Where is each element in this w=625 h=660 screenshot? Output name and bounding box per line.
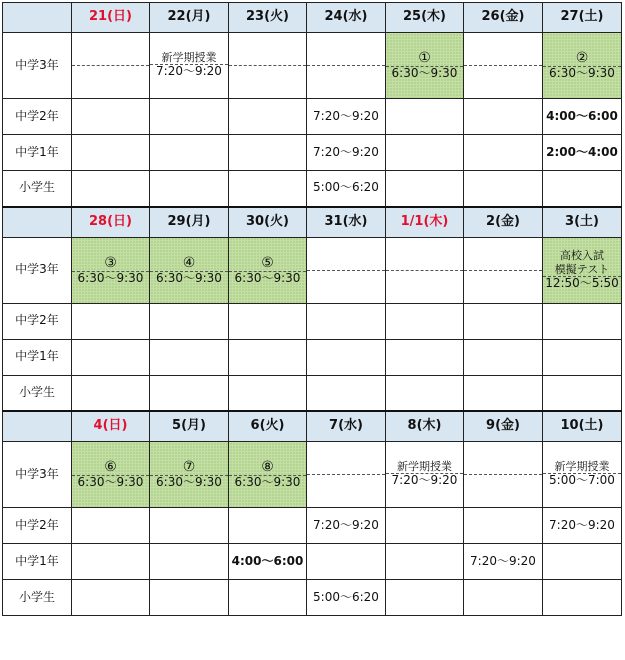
split-session-cell	[464, 237, 543, 303]
session-time-cell	[150, 339, 229, 375]
session-time-cell	[72, 508, 150, 544]
session-time-cell	[229, 171, 307, 207]
split-session-cell	[464, 442, 543, 508]
session-time-cell	[150, 375, 229, 411]
session-time-cell: 7:20～9:20	[307, 508, 386, 544]
session-time-cell	[229, 580, 307, 616]
schedule-table	[2, 2, 622, 616]
day-header: 7(水)	[307, 411, 386, 442]
session-time-cell: 5:00～6:20	[307, 580, 386, 616]
split-session-cell	[229, 442, 307, 508]
session-time: 7:20～9:20	[391, 473, 458, 488]
session-time-cell	[543, 544, 622, 580]
session-number: ①	[418, 50, 431, 67]
split-session-cell	[72, 33, 150, 99]
session-time: 6:30～9:30	[234, 475, 301, 490]
header-corner-cell	[3, 411, 72, 442]
split-session-cell	[72, 237, 150, 303]
split-session-cell	[150, 442, 229, 508]
session-time: 6:30～9:30	[391, 66, 458, 81]
grade-label: 中学3年	[3, 33, 72, 99]
session-number: ②	[575, 50, 589, 67]
session-time-cell	[307, 544, 386, 580]
session-time-cell	[464, 580, 543, 616]
week-header-row	[3, 3, 622, 33]
grade-label: 中学1年	[3, 339, 72, 375]
grade-label: 小学生	[3, 580, 72, 616]
session-time-cell	[72, 580, 150, 616]
day-header: 23(火)	[229, 3, 307, 33]
session-time-cell: 2:00～4:00	[543, 135, 622, 171]
week-header-row	[3, 207, 622, 238]
session-time-cell	[307, 339, 386, 375]
grade-row	[3, 171, 622, 207]
split-session-cell	[543, 237, 622, 303]
session-time-cell	[229, 135, 307, 171]
day-header: 10(土)	[543, 411, 622, 442]
session-time-cell	[543, 303, 622, 339]
split-session-cell	[386, 442, 464, 508]
session-time: 6:30～9:30	[77, 475, 144, 490]
session-time-cell: 7:20～9:20	[307, 135, 386, 171]
grade-row	[3, 33, 622, 99]
session-note: 新学期授業	[554, 459, 610, 473]
split-session-cell	[543, 33, 622, 99]
session-time-cell: 4:00～6:00	[543, 99, 622, 135]
grade-row	[3, 544, 622, 580]
session-time: 6:30～9:30	[234, 270, 301, 285]
session-time-cell	[464, 508, 543, 544]
session-time-cell	[150, 171, 229, 207]
session-time-cell	[464, 303, 543, 339]
split-session-cell	[229, 33, 307, 99]
week-header-row	[3, 411, 622, 442]
grade-label: 小学生	[3, 375, 72, 411]
session-time-cell	[229, 99, 307, 135]
split-session-cell	[386, 237, 464, 303]
session-time-cell	[150, 135, 229, 171]
session-time: 6:30～9:30	[77, 270, 144, 285]
session-time-cell	[386, 99, 464, 135]
session-time-cell	[307, 375, 386, 411]
session-time: 12:50～5:50	[545, 275, 619, 290]
day-header: 5(月)	[150, 411, 229, 442]
session-number: ④	[182, 254, 196, 271]
day-header: 31(水)	[307, 207, 386, 238]
grade-row	[3, 237, 622, 303]
split-session-cell	[307, 33, 386, 99]
day-header: 28(日)	[72, 207, 150, 238]
session-time-cell	[150, 580, 229, 616]
split-session-cell	[150, 33, 229, 99]
session-note: 高校入試	[560, 249, 604, 263]
day-header: 9(金)	[464, 411, 543, 442]
session-number: ⑤	[261, 254, 274, 271]
grade-row	[3, 442, 622, 508]
split-session-cell	[229, 237, 307, 303]
session-time-cell	[386, 171, 464, 207]
day-header: 8(木)	[386, 411, 464, 442]
session-time-cell: 4:00～6:00	[229, 544, 307, 580]
session-time-cell	[543, 171, 622, 207]
session-time-cell	[72, 544, 150, 580]
session-number: ⑧	[261, 459, 274, 476]
day-header: 21(日)	[72, 3, 150, 33]
day-header: 29(月)	[150, 207, 229, 238]
session-time-cell	[386, 135, 464, 171]
split-session-cell	[150, 237, 229, 303]
grade-label: 中学2年	[3, 99, 72, 135]
split-session-cell	[72, 442, 150, 508]
grade-label: 中学1年	[3, 544, 72, 580]
session-note: 新学期授業	[161, 50, 217, 64]
session-time-cell	[72, 171, 150, 207]
day-header: 26(金)	[464, 3, 543, 33]
grade-row	[3, 508, 622, 544]
grade-label: 中学3年	[3, 237, 72, 303]
grade-row	[3, 375, 622, 411]
session-time-cell	[229, 303, 307, 339]
session-time-cell: 7:20～9:20	[464, 544, 543, 580]
session-number: ⑥	[104, 459, 117, 476]
session-time-cell	[150, 303, 229, 339]
grade-label: 中学3年	[3, 442, 72, 508]
split-session-cell	[543, 442, 622, 508]
grade-label: 中学2年	[3, 508, 72, 544]
day-header: 24(水)	[307, 3, 386, 33]
session-time-cell: 7:20～9:20	[307, 99, 386, 135]
session-note: 模擬テスト	[554, 262, 610, 276]
split-session-cell	[386, 33, 464, 99]
session-time-cell	[386, 303, 464, 339]
session-time-cell	[464, 339, 543, 375]
session-time-cell	[150, 99, 229, 135]
grade-row	[3, 303, 622, 339]
session-time-cell	[150, 544, 229, 580]
session-time: 5:00～7:00	[549, 473, 615, 488]
session-time-cell	[464, 99, 543, 135]
day-header: 4(日)	[72, 411, 150, 442]
session-time-cell	[464, 375, 543, 411]
grade-row	[3, 99, 622, 135]
session-time-cell	[386, 580, 464, 616]
session-time-cell	[386, 508, 464, 544]
session-time-cell: 7:20～9:20	[543, 508, 622, 544]
day-header: 25(木)	[386, 3, 464, 33]
session-time: 6:30～9:30	[549, 66, 615, 81]
session-time-cell	[543, 375, 622, 411]
session-time-cell	[464, 171, 543, 207]
session-time-cell	[150, 508, 229, 544]
grade-label: 中学1年	[3, 135, 72, 171]
grade-label: 中学2年	[3, 303, 72, 339]
session-time-cell	[543, 580, 622, 616]
day-header: 27(土)	[543, 3, 622, 33]
session-time-cell	[229, 375, 307, 411]
day-header: 22(月)	[150, 3, 229, 33]
day-header: 3(土)	[543, 207, 622, 238]
grade-row	[3, 339, 622, 375]
session-time-cell	[464, 135, 543, 171]
day-header: 6(火)	[229, 411, 307, 442]
session-time-cell	[386, 544, 464, 580]
session-time: 6:30～9:30	[156, 475, 222, 490]
session-time-cell	[72, 375, 150, 411]
split-session-cell	[307, 237, 386, 303]
session-time-cell	[72, 303, 150, 339]
session-time: 6:30～9:30	[156, 270, 222, 285]
session-time-cell	[72, 339, 150, 375]
session-note: 新学期授業	[397, 459, 452, 473]
session-time-cell: 5:00～6:20	[307, 171, 386, 207]
session-time-cell	[229, 339, 307, 375]
day-header: 30(火)	[229, 207, 307, 238]
session-time: 7:20～9:20	[156, 64, 222, 79]
day-header: 1/1(木)	[386, 207, 464, 238]
grade-row	[3, 135, 622, 171]
session-time-cell	[386, 375, 464, 411]
header-corner-cell	[3, 3, 72, 33]
split-session-cell	[307, 442, 386, 508]
grade-row	[3, 580, 622, 616]
session-time-cell	[72, 99, 150, 135]
session-time-cell	[72, 135, 150, 171]
session-time-cell	[229, 508, 307, 544]
session-time-cell	[307, 303, 386, 339]
header-corner-cell	[3, 207, 72, 238]
split-session-cell	[464, 33, 543, 99]
session-number: ③	[104, 254, 117, 271]
grade-label: 小学生	[3, 171, 72, 207]
day-header: 2(金)	[464, 207, 543, 238]
session-time-cell	[386, 339, 464, 375]
session-time-cell	[543, 339, 622, 375]
session-number: ⑦	[182, 459, 196, 476]
